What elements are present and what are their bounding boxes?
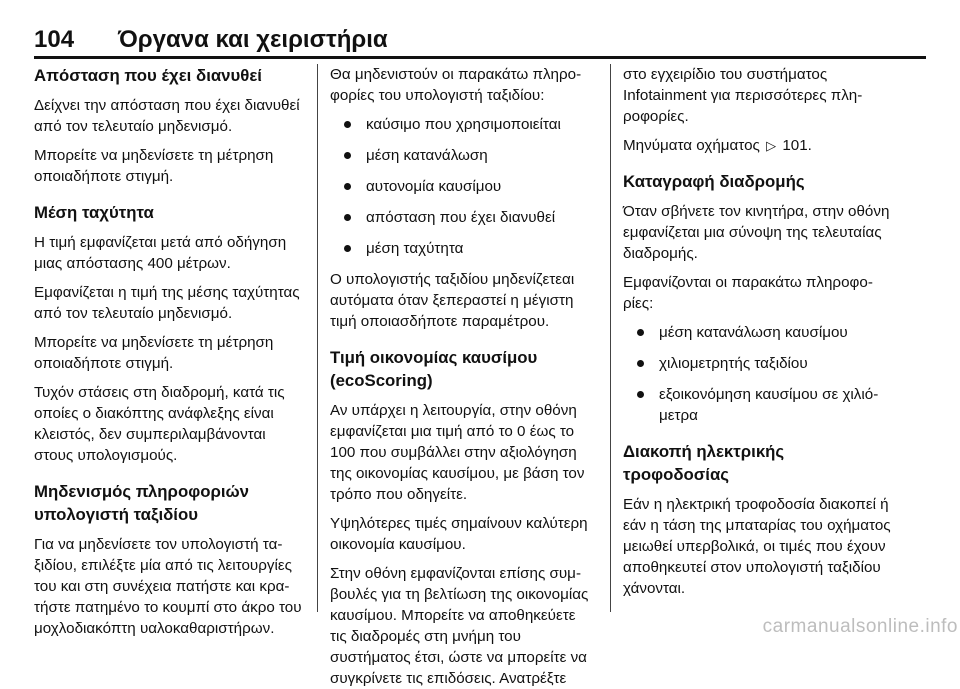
column-1 bbox=[34, 64, 304, 637]
column-2 bbox=[330, 64, 595, 687]
section-title-ecoscoring: Τιμή οικονομίας καυσίμου (ecoScoring) bbox=[330, 348, 538, 390]
section-title-trip-record: Καταγραφή διαδρομής bbox=[623, 172, 805, 191]
reference-text: Μηνύματα οχήματος bbox=[623, 137, 760, 154]
paragraph: Εάν η ηλεκτρική τροφοδοσία διακοπεί ή εάν η τάση της μπαταρίας του οχήματος μειωθεί υπερβολικά, οι τιμές που έχουν αποθηκευτεί στον υπολογιστή ταξιδίου χάνονται. bbox=[623, 496, 891, 597]
reference-page[interactable]: 101. bbox=[782, 137, 812, 154]
paragraph: Τυχόν στάσεις στη διαδρομή, κατά τις οποίες ο διακόπτης ανάφλεξης είναι κλειστός, δεν συμπεριλαμβάνονται στους υπολογισμούς. bbox=[34, 384, 285, 464]
paragraph: Για να μηδενίσετε τον υπολογιστή ταξιδίου, επιλέξτε μία από τις λειτουργίες του και στη συνέχεια πατήστε και κρατήστε πατημένο το κουμπί στο άκρο του μοχλοδιακόπτη υαλοκαθαριστήρων. bbox=[34, 536, 302, 637]
header-rule bbox=[34, 56, 926, 59]
list-item: απόσταση που έχει διανυθεί bbox=[330, 207, 595, 228]
page-title: Όργανα και χειριστήρια bbox=[118, 26, 388, 53]
paragraph: Αν υπάρχει η λειτουργία, στην οθόνη εμφανίζεται μια τιμή από το 0 έως το 100 που συμβάλλει στην αξιολόγηση της οικονομίας καυσίμου, με βάση τον τρόπο που οδηγείτε. bbox=[330, 402, 585, 503]
page-number: 104 bbox=[34, 26, 75, 53]
list-item: μέση κατανάλωση bbox=[330, 145, 595, 166]
list-item: καύσιμο που χρησιμοποιείται bbox=[330, 114, 595, 135]
paragraph: στο εγχειρίδιο του συστήματος Infotainment για περισσότερες πληροφορίες. bbox=[623, 66, 863, 125]
paragraph: Εμφανίζεται η τιμή της μέσης ταχύτητας από τον τελευταίο μηδενισμό. bbox=[34, 284, 300, 322]
section-title-average-speed: Μέση ταχύτητα bbox=[34, 203, 154, 222]
paragraph: Μπορείτε να μηδενίσετε τη μέτρηση οποιαδήποτε στιγμή. bbox=[34, 147, 274, 185]
paragraph: Ο υπολογιστής ταξιδίου μηδενίζετεαι αυτόματα όταν ξεπεραστεί η μέγιστη τιμή οποιασδήποτε παραμέτρου. bbox=[330, 271, 575, 330]
list-item: εξοικονόμηση καυσίμου σε χιλιόμετρα bbox=[623, 384, 893, 426]
column-divider bbox=[610, 64, 611, 612]
paragraph: Μπορείτε να μηδενίσετε τη μέτρηση οποιαδήποτε στιγμή. bbox=[34, 334, 274, 372]
section-title-reset: Μηδενισμός πληροφοριών υπολογιστή ταξιδίου bbox=[34, 482, 250, 524]
list-item: μέση κατανάλωση καυσίμου bbox=[623, 322, 893, 343]
list-item: χιλιομετρητής ταξιδίου bbox=[623, 353, 893, 374]
paragraph: Η τιμή εμφανίζεται μετά από οδήγηση μιας απόστασης 400 μέτρων. bbox=[34, 234, 287, 272]
paragraph: Εμφανίζονται οι παρακάτω πληροφορίες: bbox=[623, 274, 873, 312]
paragraph: Υψηλότερες τιμές σημαίνουν καλύτερη οικονομία καυσίμου. bbox=[330, 515, 588, 553]
column-divider bbox=[317, 64, 318, 612]
section-title-power-interruption: Διακοπή ηλεκτρικής τροφοδοσίας bbox=[623, 442, 785, 484]
paragraph: Θα μηδενιστούν οι παρακάτω πληροφορίες του υπολογιστή ταξιδίου: bbox=[330, 66, 582, 104]
section-title-distance: Απόσταση που έχει διανυθεί bbox=[34, 66, 262, 85]
list-item: αυτονομία καυσίμου bbox=[330, 176, 595, 197]
page-header bbox=[34, 22, 926, 58]
cross-reference bbox=[623, 135, 893, 156]
triangle-arrow-icon: ▷ bbox=[766, 138, 777, 153]
paragraph: Στην οθόνη εμφανίζονται επίσης συμβουλές για τη βελτίωση της οικονομίας καυσίμου. Μπορείτε να αποθηκεύετε τις διαδρομές στη μνήμη του συστήματος έτσι, ώστε να μπορείτε να συγκρίνετε τις επιδόσεις. Ανατρέξτε bbox=[330, 565, 589, 687]
watermark: carmanualsonline.info bbox=[762, 616, 958, 637]
reset-list bbox=[330, 114, 595, 259]
column-3 bbox=[623, 64, 893, 612]
list-item: μέση ταχύτητα bbox=[330, 238, 595, 259]
paragraph: Όταν σβήνετε τον κινητήρα, στην οθόνη εμφανίζεται μια σύνοψη της τελευταίας διαδρομής. bbox=[623, 203, 890, 262]
trip-info-list bbox=[623, 322, 893, 426]
paragraph: Δείχνει την απόσταση που έχει διανυθεί από τον τελευταίο μηδενισμό. bbox=[34, 97, 300, 135]
